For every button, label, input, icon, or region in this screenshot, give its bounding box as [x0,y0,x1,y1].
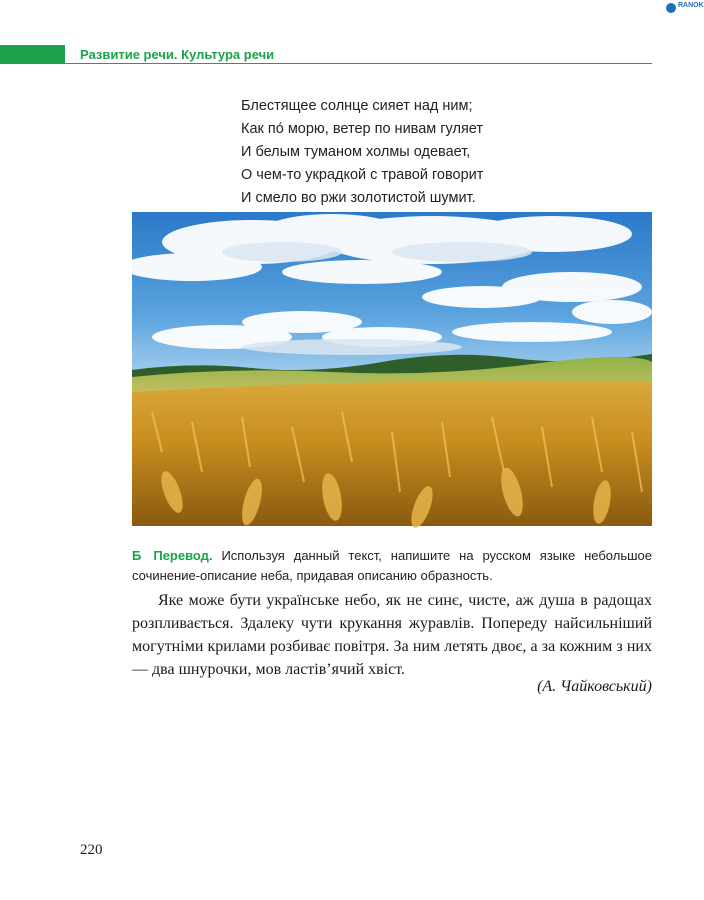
task-label: Б [132,548,142,563]
poem-line: О чем-то украдкой с травой говорит [241,167,484,183]
poem [241,95,483,210]
text-author: (А. Чайковський) [537,678,652,695]
task-title: Перевод. [153,548,213,563]
publisher-logo [666,2,704,14]
poem-line: Как по́ морю, ветер по нивам гуляет [241,121,484,137]
page-number: 220 [80,842,103,858]
task-text: Используя данный текст, напишите на русском языке небольшое сочинение-описание неба, придавая описанию образность. [132,548,652,583]
publisher-logo-icon [666,3,676,13]
poem-line: И белым туманом холмы одевает, [241,144,471,160]
section-title: Развитие речи. Культура речи [80,47,275,62]
poem-line: И смело во ржи золотистой шумит. [241,190,476,206]
poem-line: Блестящее солнце сияет над ним; [241,98,473,114]
header-rule [65,63,652,64]
ukrainian-paragraph: Яке може бути українське небо, як не синє, чисте, аж душа в радощах розпливається. Здалеку чути крукання журавлів. Попереду найсильніший могутніми крилами розбиває повітря. За ним летять двоє, а за кожним з них — два шнурочки, мов ластів’ячий хвіст. [132,592,652,678]
header-accent-bar [0,45,65,64]
publisher-logo-text: RANOK [678,2,704,9]
task-block [132,546,652,586]
wheat-field-photo [132,212,652,526]
ukrainian-text [132,589,652,681]
